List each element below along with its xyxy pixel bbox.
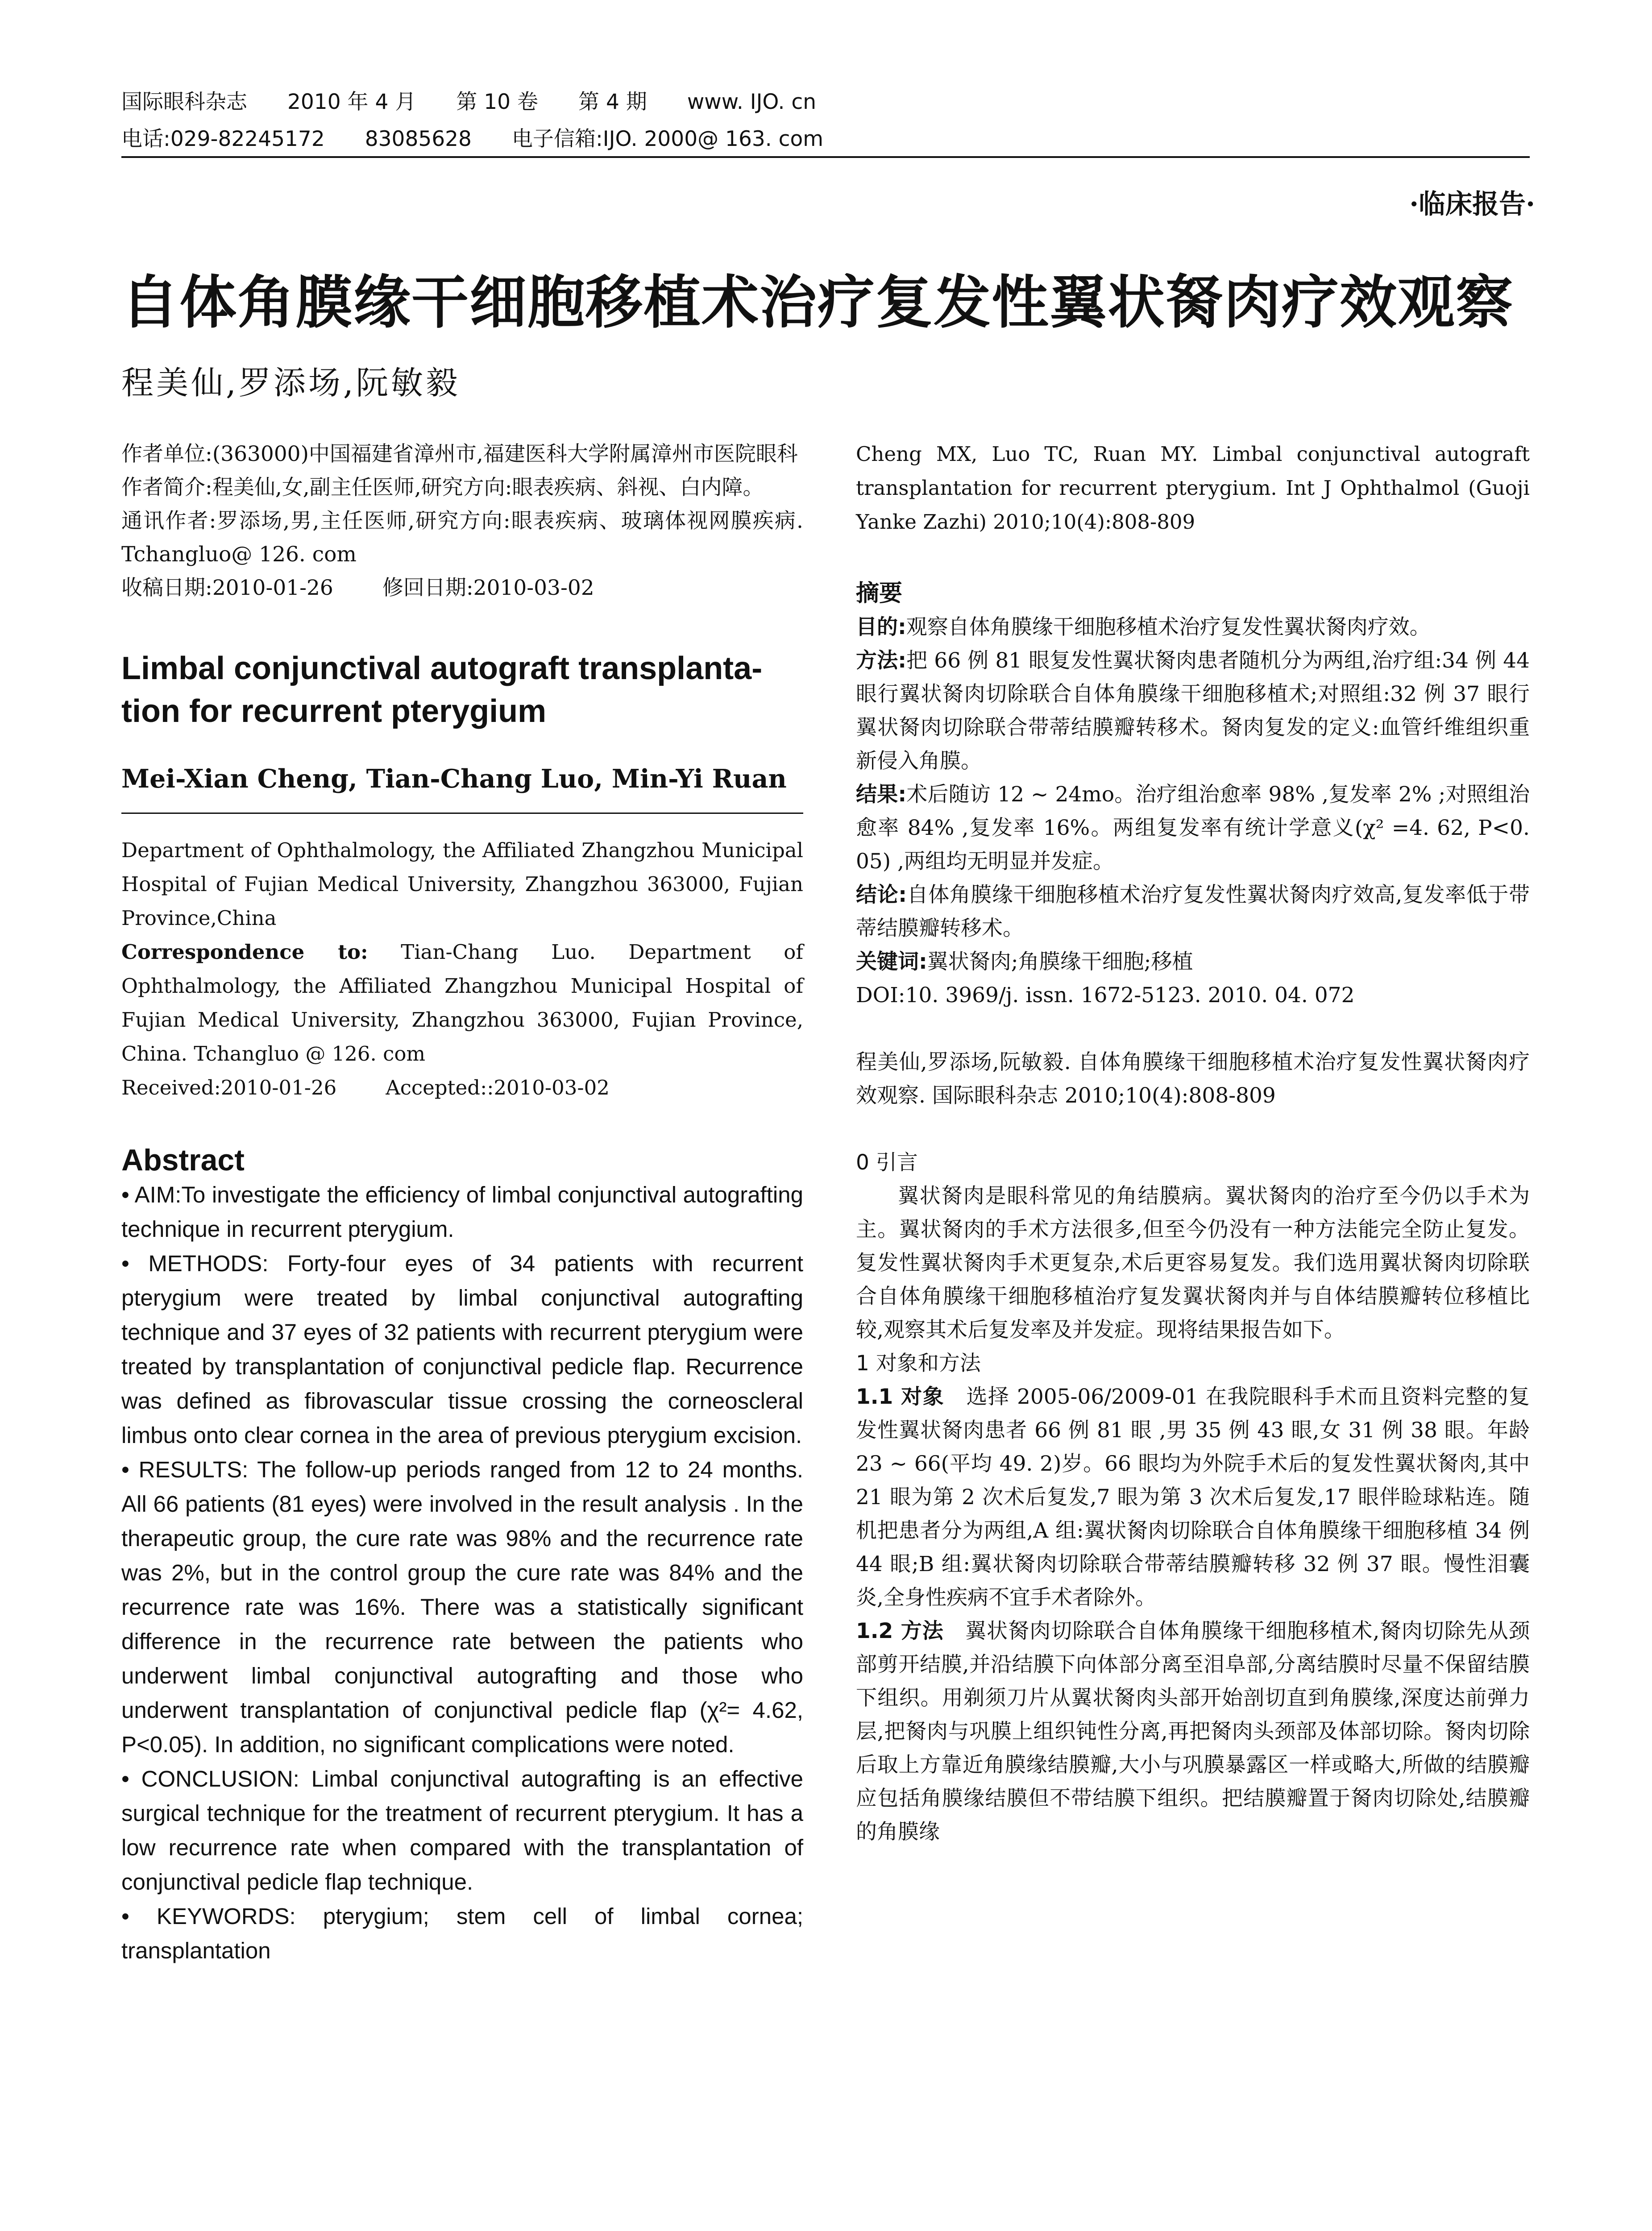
english-authors: Mei-Xian Cheng, Tian-Chang Luo, Min-Yi Ruan	[121, 764, 787, 794]
intro-paragraph: 翼状胬肉是眼科常见的角结膜病。翼状胬肉的治疗至今仍以手术为主。翼状胬肉的手术方法很多,但至今仍没有一种方法能完全防止复发。复发性翼状胬肉手术更复杂,术后更容易复发。我们选用翼状胬肉切除联合自体角膜缘干细胞移植治疗复发翼状胬肉并与自体结膜瓣转位移植比较,观察其术后复发率及并发症。现将结果报告如下。	[856, 1184, 1530, 1342]
dates-cn	[121, 571, 803, 605]
issue: 第 4 期	[578, 90, 647, 114]
section-1-1-label: 1.1 对象	[856, 1385, 945, 1409]
section-1-2-label: 1.2 方法	[856, 1619, 944, 1643]
abstract-aim-cn: 目的:观察自体角膜缘干细胞移植术治疗复发性翼状胬肉疗效。	[856, 615, 1431, 639]
section-1-2: 1.2 方法 翼状胬肉切除联合自体角膜缘干细胞移植术,胬肉切除先从颈部剪开结膜,并沿结膜下向体部分离至泪阜部,分离结膜时尽量不保留结膜下组织。用剃须刀片从翼状胬肉头部开始剖切直到角膜缘,深度达前弹力层,把胬肉与巩膜上组织钝性分离,再把胬肉头颈部及体部切除。胬肉切除后取上方靠近角膜缘结膜瓣,大小与巩膜暴露区一样或略大,所做的结膜瓣应包括角膜缘结膜但不带结膜下组织。把结膜瓣置于胬肉切除处,结膜瓣的角膜缘	[856, 1619, 1530, 1844]
correspondence-label: Correspondence to:	[121, 940, 368, 964]
abstract-results: • RESULTS: The follow-up periods ranged from 12 to 24 months. All 66 patients (81 eyes) were involved in the result analysis . In the therapeutic group, the cure rate was 98% and the recurrence rate was 2%, but in the control group the cure rate was 84% and the recurrence rate was 16%. There was a statistically significant difference in the recurrence rate between the patients who underwent limbal conjunctival autografting and those who underwent transplantation of conjunctival pedicle flap (χ²= 4.62, P<0.05). In addition, no significant complications were noted.	[121, 1452, 803, 1762]
abstract-heading: Abstract	[121, 1143, 245, 1177]
keywords-cn: 关键词:翼状胬肉;角膜缘干细胞;移植	[856, 950, 1193, 974]
abstract-keywords: • KEYWORDS: pterygium; stem cell of limbal cornea; transplantation	[121, 1899, 803, 1968]
intro-heading: 0 引言	[856, 1150, 918, 1175]
abstract-methods: • METHODS: Forty-four eyes of 34 patients with recurrent pterygium were treated by limbal conjunctival autografting technique and 37 eyes of 32 patients with recurrent pterygium were treated by transplantation of conjunctival pedicle flap. Recurrence was defined as fibrovascular tissue crossing the corneoscleral limbus onto clear cornea in the area of previous pterygium excision.	[121, 1246, 803, 1452]
journal-header-line2	[121, 129, 863, 149]
citation-en: Cheng MX, Luo TC, Ruan MY. Limbal conjunctival autograft transplantation for recurrent pterygium. Int J Ophthalmol (Guoji Yanke Zazhi) 2010;10(4):808-809	[856, 442, 1530, 534]
journal-url[interactable]: www. IJO. cn	[687, 90, 817, 114]
abstract-conclusion-cn: 结论:自体角膜缘干细胞移植术治疗复发性翼状胬肉疗效高,复发率低于带蒂结膜瓣转移术。	[856, 883, 1530, 941]
affiliation: 作者单位:(363000)中国福建省漳州市,福建医科大学附属漳州市医院眼科	[121, 442, 798, 466]
authors-cn: 程美仙,罗添场,阮敏毅	[121, 364, 461, 402]
abstract-heading-cn: 摘要	[856, 580, 903, 607]
right-column	[856, 437, 1530, 1849]
dates-en	[121, 1071, 803, 1105]
section-1-heading: 1 对象和方法	[856, 1351, 981, 1376]
correspondence: Correspondence to: Tian-Chang Luo. Department of Ophthalmology, the Affiliated Zhangzhou Municipal Hospital of Fujian Medical University, Zhangzhou 363000, Fujian Province, China. Tchangluo @ 126. com	[121, 940, 803, 1066]
abstract-aim: • AIM:To investigate the efficiency of limbal conjunctival autografting technique in recurrent pterygium.	[121, 1178, 803, 1246]
citation-cn: 程美仙,罗添场,阮敏毅. 自体角膜缘干细胞移植术治疗复发性翼状胬肉疗效观察. 国际眼科杂志 2010;10(4):808-809	[856, 1050, 1530, 1108]
abstract-results-cn: 结果:术后随访 12 ~ 24mo。治疗组治愈率 98% ,复发率 2% ;对照组治愈率 84% ,复发率 16%。两组复发率有统计学意义(χ² =4. 62, P<0. 05) ,两组均无明显并发症。	[856, 782, 1530, 874]
email[interactable]: 电子信箱:IJO. 2000@ 163. com	[511, 127, 824, 151]
accepted-date-en: Accepted::2010-03-02	[386, 1076, 610, 1099]
issue-date: 2010 年 4 月	[287, 90, 416, 114]
journal-header-line1	[121, 91, 856, 112]
abstract-conclusion: • CONCLUSION: Limbal conjunctival autografting is an effective surgical technique for the treatment of recurrent pterygium. It has a low recurrence rate when compared with the transplantation of conjunctival pedicle flap technique.	[121, 1762, 803, 1899]
abstract-methods-cn: 方法:把 66 例 81 眼复发性翼状胬肉患者随机分为两组,治疗组:34 例 44 眼行翼状胬肉切除联合自体角膜缘干细胞移植术;对照组:32 例 37 眼行翼状胬肉切除联合带蒂结膜瓣转移术。胬肉复发的定义:血管纤维组织重新侵入角膜。	[856, 648, 1530, 773]
author-rule	[121, 813, 803, 814]
journal-name: 国际眼科杂志	[121, 90, 247, 114]
phone-2: 83085628	[365, 127, 472, 151]
corresponding-author: 通讯作者:罗添场,男,主任医师,研究方向:眼表疾病、玻璃体视网膜疾病. Tchangluo@ 126. com	[121, 509, 803, 567]
page-title: 自体角膜缘干细胞移植术治疗复发性翼状胬肉疗效观察	[121, 270, 1514, 336]
received-date-en: Received:2010-01-26	[121, 1076, 337, 1099]
volume: 第 10 卷	[456, 90, 539, 114]
section-tag: ·临床报告·	[1409, 189, 1535, 220]
department: Department of Ophthalmology, the Affiliated Zhangzhou Municipal Hospital of Fujian Medical University, Zhangzhou 363000, Fujian Province,China	[121, 838, 803, 930]
doi[interactable]: DOI:10. 3969/j. issn. 1672-5123. 2010. 04. 072	[856, 983, 1355, 1008]
section-1-1: 1.1 对象 选择 2005-06/2009-01 在我院眼科手术而且资料完整的复发性翼状胬肉患者 66 例 81 眼 ,男 35 例 43 眼,女 31 例 38 眼。年龄 23 ~ 66(平均 49. 2)岁。66 眼均为外院手术后的复发性翼状胬肉,其中 21 眼为第 2 次术后复发,7 眼为第 3 次术后复发,17 眼伴睑球粘连。随机把患者分为两组,A 组:翼状胬肉切除联合自体角膜缘干细胞移植 34 例 44 眼;B 组:翼状胬肉切除联合带蒂结膜瓣转移 32 例 37 眼。慢性泪囊炎,全身性疾病不宜手术者除外。	[856, 1385, 1530, 1610]
received-date-cn: 收稿日期:2010-01-26	[121, 576, 333, 600]
english-title: Limbal conjunctival autograft transplanta-tion for recurrent pterygium	[121, 651, 763, 729]
left-column	[121, 437, 803, 1968]
header-rule	[121, 156, 1530, 158]
revised-date-cn: 修回日期:2010-03-02	[382, 576, 594, 600]
phone: 电话:029-82245172	[121, 127, 325, 151]
author-profile: 作者简介:程美仙,女,副主任医师,研究方向:眼表疾病、斜视、白内障。	[121, 475, 764, 500]
